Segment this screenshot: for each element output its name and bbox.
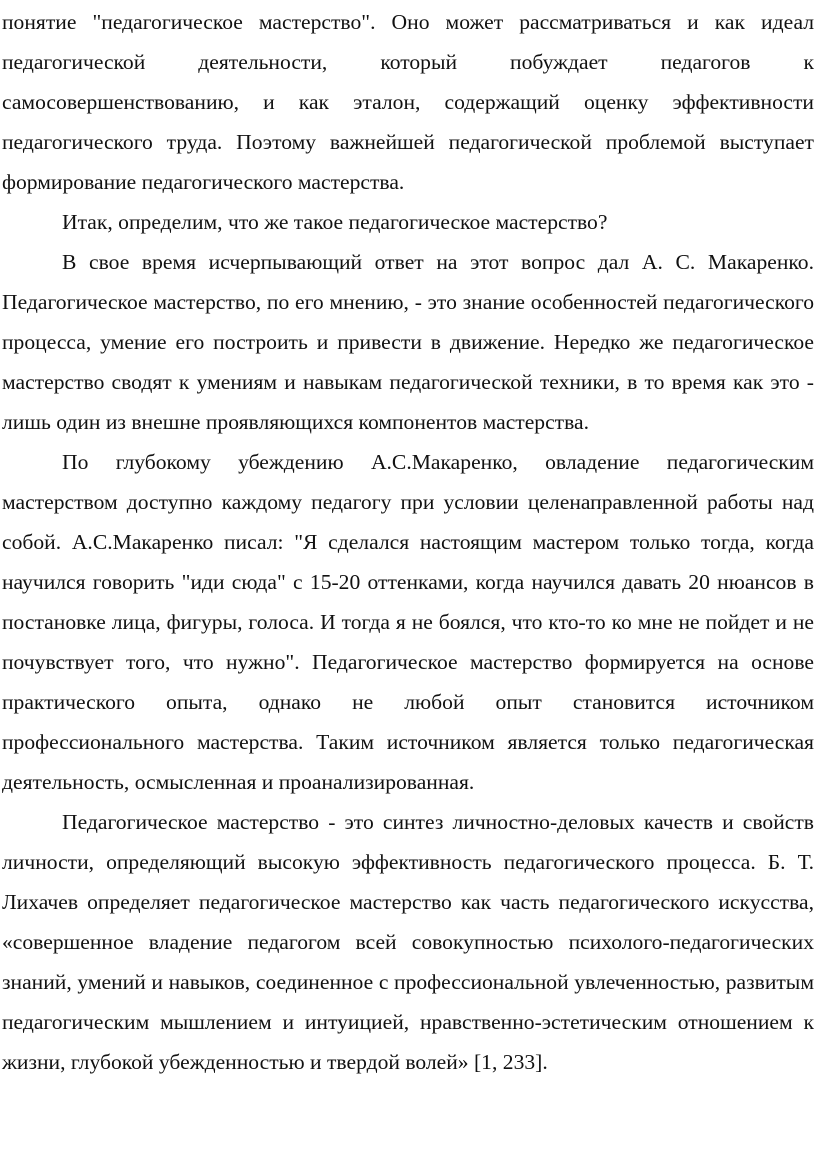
paragraph-continued: понятие "педагогическое мастерство". Оно может рассматриваться и как идеал педагогической деятельности, который побуждает педагогов к самосовершенствованию, и как эталон, содержащий оценку эффективности педагогического труда. Поэтому важнейшей педагогической проблемой выступает формирование педагогического мастерства.	[2, 10, 814, 194]
paragraph-makarenko-answer: В свое время исчерпывающий ответ на этот вопрос дал А. С. Макаренко. Педагогическое мастерство, по его мнению, - это знание особенностей педагогического процесса, умение его построить и привести в движение. Нередко же педагогическое мастерство сводят к умениям и навыкам педагогической техники, в то время как это - лишь один из внешне проявляющихся компонентов мастерства.	[2, 250, 814, 434]
paragraph-makarenko-quote: По глубокому убеждению А.С.Макаренко, овладение педагогическим мастерством доступно каждому педагогу при условии целенаправленной работы над собой. А.С.Макаренко писал: "Я сделался настоящим мастером только тогда, когда научился говорить "иди сюда" с 15-20 оттенками, когда научился давать 20 нюансов в постановке лица, фигуры, голоса. И тогда я не боялся, что кто-то ко мне не пойдет и не почувствует того, что нужно". Педагогическое мастерство формируется на основе практического опыта, однако не любой опыт становится источником профессионального мастерства. Таким источником является только педагогическая деятельность, осмысленная и проанализированная.	[2, 450, 814, 794]
paragraph-question: Итак, определим, что же такое педагогическое мастерство?	[62, 210, 608, 234]
paragraph-likhachev-definition: Педагогическое мастерство - это синтез личностно-деловых качеств и свойств личности, определяющий высокую эффективность педагогического процесса. Б. Т. Лихачев определяет педагогическое мастерство как часть педагогического искусства, «совершенное владение педагогом всей совокупностью психолого-педагогических знаний, умений и навыков, соединенное с профессиональной увлеченностью, развитым педагогическим мышлением и интуицией, нравственно-эстетическим отношением к жизни, глубокой убежденностью и твердой волей» [1, 233].	[2, 810, 814, 1074]
